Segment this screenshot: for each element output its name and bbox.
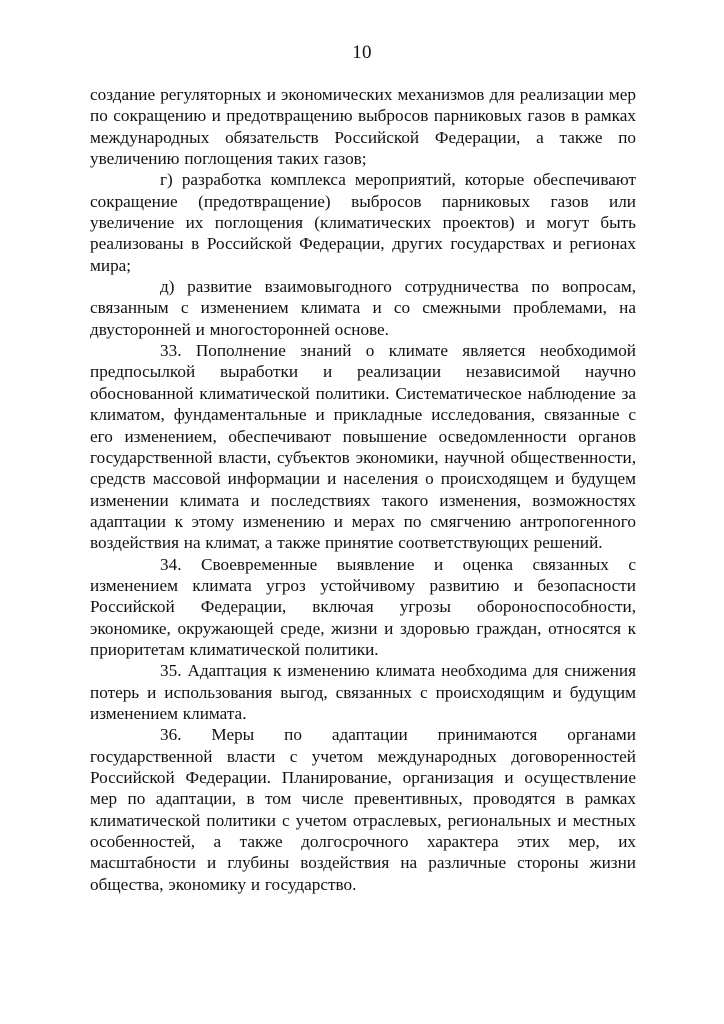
document-body	[90, 84, 636, 895]
paragraph-item-d: д) развитие взаимовыгодного сотрудничества по вопросам, связанным с изменением климата и со смежными проблемами, на двусторонней и многосторонней основе.	[90, 277, 636, 339]
paragraph-33: 33. Пополнение знаний о климате является необходимой предпосылкой выработки и реализации независимой научно обоснованной климатической политики. Систематическое наблюдение за климатом, фундаментальные и прикладные исследования, связанные с его изменением, обеспечивают повышение осведомленности органов государственной власти, субъектов экономики, научной общественности, средств массовой информации и населения о происходящем и будущем изменении климата и последствиях такого изменения, возможностях адаптации к этому изменению и мерах по смягчению антропогенного воздействия на климат, а также принятие соответствующих решений.	[90, 341, 636, 553]
page-number: 10	[352, 42, 372, 63]
paragraph-item-g: г) разработка комплекса мероприятий, которые обеспечивают сокращение (предотвращение) выбросов парниковых газов или увеличение их поглощения (климатических проектов) и могут быть реализованы в Российской Федерации, других государствах и регионах мира;	[90, 170, 636, 275]
paragraph-35: 35. Адаптация к изменению климата необходима для снижения потерь и использования выгод, связанных с происходящим и будущим изменением климата.	[90, 661, 636, 723]
paragraph-34: 34. Своевременные выявление и оценка связанных с изменением климата угроз устойчивому развитию и безопасности Российской Федерации, включая угрозы обороноспособности, экономике, окружающей среде, жизни и здоровью граждан, относятся к приоритетам климатической политики.	[90, 554, 636, 659]
paragraph-continuation: создание регуляторных и экономических механизмов для реализации мер по сокращению и предотвращению выбросов парниковых газов в рамках международных обязательств Российской Федерации, а также по увеличению поглощения таких газов;	[90, 85, 636, 169]
paragraph-36: 36. Меры по адаптации принимаются органами государственной власти с учетом международных договоренностей Российской Федерации. Планирование, организация и осуществление мер по адаптации, в том числе превентивных, проводятся в рамках климатической политики с учетом отраслевых, региональных и местных особенностей, а также долгосрочного характера этих мер, их масштабности и глубины воздействия на различные стороны жизни общества, экономику и государство.	[90, 725, 636, 894]
